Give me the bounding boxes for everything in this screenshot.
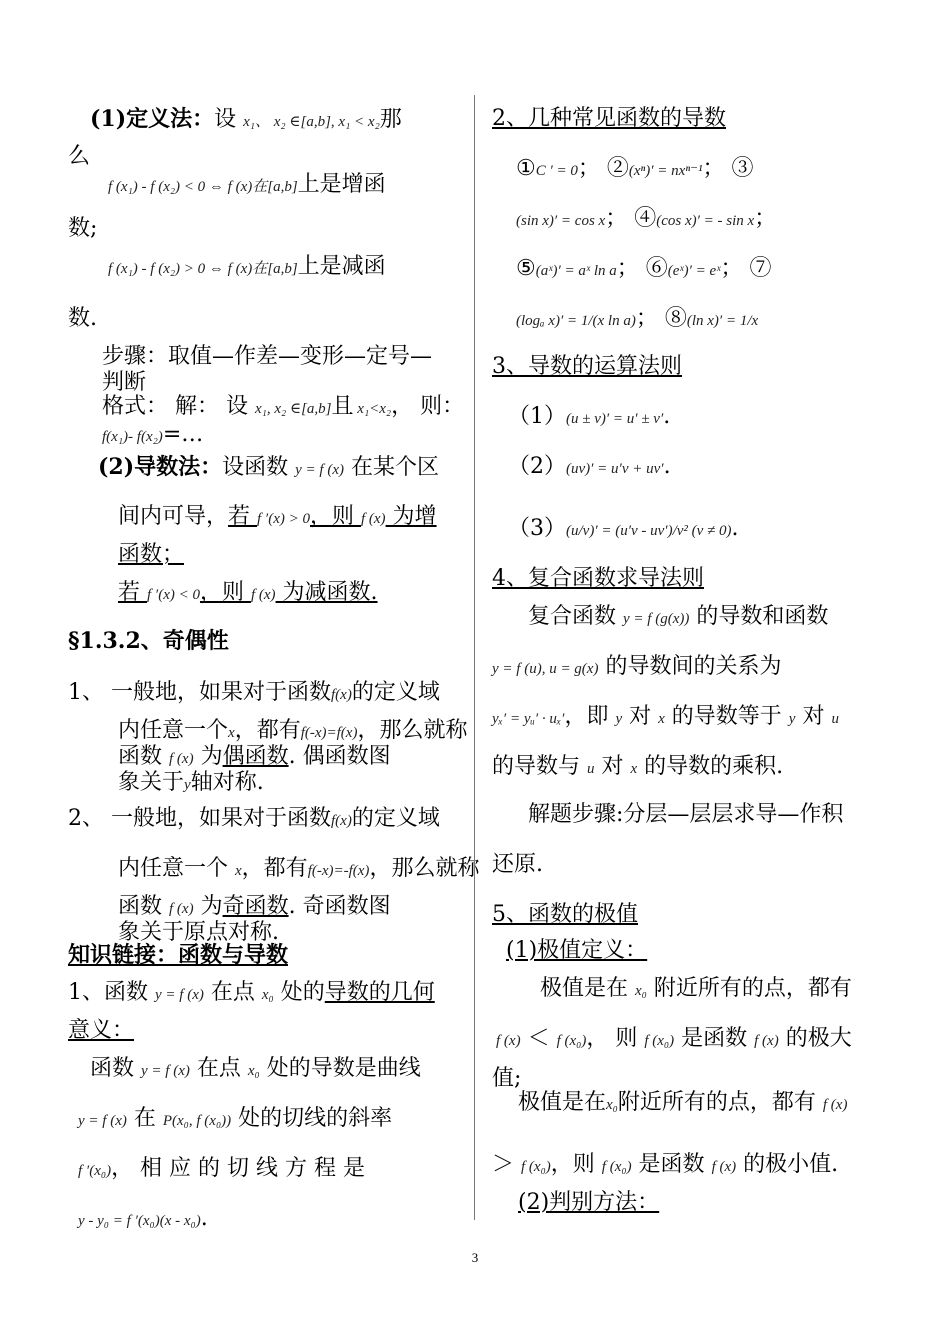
right-text-line xyxy=(506,937,647,966)
text-run: ，则 xyxy=(309,504,361,529)
text-run: 的极大 xyxy=(778,1026,852,1051)
text-run: 为增 xyxy=(385,504,437,529)
left-text-line xyxy=(102,393,464,422)
right-text-line xyxy=(516,255,771,284)
text-run: 知识链接：函数与导数 xyxy=(68,942,289,968)
right-text-line xyxy=(492,851,543,880)
left-text-line xyxy=(118,541,184,570)
math-expression: f (x) xyxy=(754,1033,779,1049)
left-text-line xyxy=(118,503,437,532)
text-run: ； ② xyxy=(577,156,629,181)
text-run: 的导数与 xyxy=(492,754,587,779)
math-expression: y = f (u), u = g(x) xyxy=(492,661,599,677)
text-run: 是函数 xyxy=(674,1026,755,1051)
text-run: §1.3.2、奇偶性 xyxy=(68,628,229,654)
math-expression: yₓ′ = yᵤ′ · uₓ′ xyxy=(492,711,565,727)
right-text-line xyxy=(508,453,671,482)
right-text-line xyxy=(492,565,704,594)
text-run: 意义： xyxy=(68,1018,135,1043)
text-run: 且 xyxy=(331,394,354,419)
right-text-line xyxy=(518,1089,847,1118)
math-expression: f (x) xyxy=(360,511,386,527)
math-expression: y = f (x) xyxy=(78,1113,127,1129)
text-run: =… xyxy=(162,422,204,447)
text-run: 导数的几何 xyxy=(324,980,435,1005)
text-run: ； ③ xyxy=(702,156,754,181)
math-expression: y xyxy=(615,711,623,727)
left-text-line xyxy=(68,805,440,834)
text-run: 函数； xyxy=(118,542,185,567)
math-expression: f (x) xyxy=(169,751,194,767)
text-run: 奇函数 xyxy=(222,894,289,919)
text-run: ，那么就称 xyxy=(357,718,468,743)
text-run: 为 xyxy=(193,744,223,769)
left-text-line xyxy=(78,1205,208,1234)
left-text-line xyxy=(68,1017,134,1046)
left-text-line xyxy=(68,215,97,244)
left-text-line xyxy=(78,1155,365,1184)
math-expression: u xyxy=(587,761,595,777)
text-run: 若 xyxy=(118,580,147,605)
math-expression: f (x) xyxy=(822,1097,848,1113)
math-expression: P(x₀, f (x₀)) xyxy=(162,1113,232,1129)
math-expression: x xyxy=(658,711,665,727)
left-text-line xyxy=(118,717,467,746)
text-run: ，则 xyxy=(550,1152,602,1177)
math-expression: y = f (x) xyxy=(141,1063,190,1079)
right-text-line xyxy=(492,353,682,382)
right-text-line xyxy=(508,515,739,544)
text-run: ① xyxy=(516,156,536,181)
math-expression: f (x₀) xyxy=(556,1033,587,1049)
text-run: (2)导数法： xyxy=(98,454,223,480)
text-run: 还原. xyxy=(492,852,543,877)
math-expression: (uv)′ = u′v + uv′ xyxy=(566,461,664,477)
math-expression: f (x₀) xyxy=(521,1159,551,1175)
left-text-line xyxy=(118,893,391,922)
math-expression: f(x) xyxy=(331,687,352,703)
text-run: 是函数 xyxy=(631,1152,712,1177)
text-run: 2、 一般地，如果对于函数 xyxy=(68,806,331,831)
text-run: ； ④ xyxy=(605,206,657,231)
right-text-line xyxy=(528,801,843,830)
text-run: 么 xyxy=(68,144,91,169)
left-text-line xyxy=(90,105,402,135)
text-run: 复合函数 xyxy=(528,604,623,629)
right-text-line xyxy=(528,603,828,632)
right-text-line xyxy=(492,901,638,930)
math-expression: f(-x)=f(x) xyxy=(300,725,358,741)
text-run: ， 则 xyxy=(586,1026,645,1051)
text-run: 间内可导， xyxy=(118,504,229,529)
math-expression: (logₐ x)′ = 1/(x ln a) xyxy=(516,313,636,329)
math-expression: f (x) xyxy=(250,587,276,603)
math-expression: f (x₀) xyxy=(644,1033,675,1049)
math-expression: x₀ xyxy=(635,983,647,999)
math-expression: y - y₀ = f ′(x₀)(x - x₀) xyxy=(78,1213,201,1229)
math-expression: x xyxy=(630,761,638,777)
math-expression: x₁、 x₂ ∈[a,b], x₁ < x₂ xyxy=(243,114,380,130)
text-run: ； ⑥ xyxy=(616,256,668,281)
left-text-line xyxy=(98,453,439,483)
text-run: . xyxy=(731,516,739,541)
text-run: 的定义域 xyxy=(351,680,440,705)
left-text-line xyxy=(68,305,97,334)
text-run: 函数 xyxy=(118,894,169,919)
text-run: . xyxy=(663,454,671,479)
right-text-line xyxy=(516,155,753,184)
text-run: ； ⑦ xyxy=(720,256,772,281)
math-expression: f (x) xyxy=(169,901,194,917)
left-text-line xyxy=(68,143,90,172)
right-text-line xyxy=(518,1189,659,1218)
text-run: ， 则： xyxy=(391,394,465,419)
text-run: ，都有 xyxy=(234,718,301,743)
math-expression: (u/v)′ = (u′v - uv′)/v² (v ≠ 0) xyxy=(566,523,732,539)
right-text-line xyxy=(492,653,781,682)
text-run: 处的切线的斜率 xyxy=(231,1106,393,1131)
right-text-line xyxy=(492,1065,521,1094)
text-run: （1） xyxy=(508,404,566,429)
left-text-line xyxy=(78,1105,392,1134)
math-expression: x₁, x₂ ∈[a,b] xyxy=(254,401,332,417)
left-text-line xyxy=(118,769,264,798)
text-run: 在某个区 xyxy=(344,455,439,480)
text-run: ； ⑧ xyxy=(635,306,687,331)
right-text-line xyxy=(492,105,726,134)
text-run: 的定义域 xyxy=(351,806,440,831)
text-run: 步骤：取值—作差—变形—定号— xyxy=(102,344,433,369)
left-text-line xyxy=(108,171,386,200)
text-run: 上是增函 xyxy=(297,172,386,197)
text-run: 对 xyxy=(795,704,832,729)
text-run: 偶函数 xyxy=(222,744,289,769)
left-text-line xyxy=(68,679,440,708)
math-expression: f (x₀) xyxy=(601,1159,632,1175)
text-run: 内任意一个 xyxy=(118,856,235,881)
text-run: 附近所有的点，都有 xyxy=(617,1090,823,1115)
text-run: 设函数 xyxy=(222,455,296,480)
left-text-line xyxy=(68,627,229,657)
text-run: 为减函数. xyxy=(275,580,378,605)
text-run: ＜ xyxy=(520,1026,557,1051)
math-expression: (u ± v)′ = u′ ± v′ xyxy=(566,411,664,427)
math-expression: x₁<x₂ xyxy=(353,401,392,417)
text-run: 的导数等于 xyxy=(664,704,789,729)
text-run: 对 xyxy=(594,754,631,779)
text-run: 在点 xyxy=(189,1056,248,1081)
text-run: 数; xyxy=(68,216,98,241)
math-expression: y xyxy=(184,777,191,793)
math-expression: f ′(x) < 0 xyxy=(147,587,200,603)
text-run: 对 xyxy=(622,704,659,729)
text-run: ，那么就称 xyxy=(369,856,480,881)
text-run: ，都有 xyxy=(241,856,308,881)
math-expression: u xyxy=(831,711,839,727)
text-run: . xyxy=(663,404,671,429)
text-run: 象关于原点对称. xyxy=(118,920,279,945)
text-run: 的导数的乘积. xyxy=(637,754,784,779)
math-expression: f(x₁)- f(x₂) xyxy=(102,429,163,445)
math-expression: f (x₁) - f (x₂) > 0 ⇔ f (x)在[a,b] xyxy=(108,261,298,277)
text-run: ，即 xyxy=(564,704,616,729)
text-run: （3） xyxy=(508,516,566,541)
text-run: (1)定义法： xyxy=(90,106,215,132)
text-run: 的导数和函数 xyxy=(689,604,829,629)
math-expression: y = f (g(x)) xyxy=(623,611,690,627)
text-run: 在 xyxy=(126,1106,163,1131)
right-text-line xyxy=(492,703,839,732)
text-run: 为 xyxy=(193,894,223,919)
text-run: 内任意一个 xyxy=(118,718,229,743)
math-expression: (aˣ)′ = aˣ ln a xyxy=(535,263,617,279)
text-run: 3、导数的运算法则 xyxy=(492,354,682,379)
text-run: 附近所有的点，都有 xyxy=(646,976,852,1001)
left-text-line xyxy=(118,855,479,884)
left-text-line xyxy=(108,253,386,282)
text-run: 象关于 xyxy=(118,770,185,795)
math-expression: x xyxy=(235,863,242,879)
math-expression: x₀ xyxy=(247,1063,260,1079)
left-text-line xyxy=(90,1055,421,1084)
text-run: 判断 xyxy=(102,370,147,395)
text-run: . xyxy=(200,1206,208,1231)
text-run: . 奇函数图 xyxy=(288,894,391,919)
text-run: 在点 xyxy=(203,980,262,1005)
math-expression: y xyxy=(788,711,796,727)
math-expression: x₀ xyxy=(261,987,274,1003)
math-expression: C ′ = 0 xyxy=(535,163,578,179)
right-text-line xyxy=(516,305,758,334)
left-text-line xyxy=(118,743,391,772)
math-expression: f (x) xyxy=(496,1033,521,1049)
math-expression: f(x) xyxy=(331,813,352,829)
text-run: 函数 xyxy=(90,1056,141,1081)
math-expression: y = f (x) xyxy=(155,987,204,1003)
text-run: 值; xyxy=(492,1066,522,1091)
text-run: 1、函数 xyxy=(68,980,155,1005)
text-run: 那 xyxy=(379,107,402,132)
text-run: 函数 xyxy=(118,744,169,769)
text-run: ＞ xyxy=(492,1152,521,1177)
text-run: 上是减函 xyxy=(297,254,386,279)
math-expression: (xⁿ)′ = nxⁿ⁻¹ xyxy=(628,163,703,179)
text-run: 解题步骤:分层—层层求导—作积 xyxy=(528,802,844,827)
text-run: （2） xyxy=(508,454,566,479)
text-run: 极值是在 xyxy=(518,1090,607,1115)
math-expression: (cos x)′ = - sin x xyxy=(656,213,755,229)
text-run: 的极小值. xyxy=(736,1152,839,1177)
math-expression: x₀ xyxy=(606,1097,618,1113)
text-run: 格式： 解： 设 xyxy=(102,394,255,419)
text-run: 处的导数是曲线 xyxy=(259,1056,421,1081)
text-run: 设 xyxy=(214,107,244,132)
math-expression: f (x) xyxy=(711,1159,737,1175)
left-text-line xyxy=(102,421,203,450)
text-run: ，则 xyxy=(199,580,251,605)
left-text-line xyxy=(118,579,378,608)
math-expression: (ln x)′ = 1/x xyxy=(686,313,759,329)
math-expression: f (x₁) - f (x₂) < 0 ⇔ f (x)在[a,b] xyxy=(108,179,298,195)
text-run: ； xyxy=(754,206,777,231)
right-text-line xyxy=(492,1151,838,1180)
text-run: 的导数间的关系为 xyxy=(598,654,782,679)
text-run: 轴对称. xyxy=(190,770,264,795)
math-expression: f ′(x₀) xyxy=(78,1163,112,1179)
text-run: 极值是在 xyxy=(540,976,635,1001)
text-run: 若 xyxy=(228,504,258,529)
math-expression: (eˣ)′ = eˣ xyxy=(667,263,721,279)
left-text-line xyxy=(68,941,288,971)
math-expression: f ′(x) > 0 xyxy=(257,511,310,527)
text-run: ⑤ xyxy=(516,256,536,281)
left-text-line xyxy=(102,343,432,372)
math-expression: y = f (x) xyxy=(295,462,344,478)
text-run: (1)极值定义： xyxy=(506,938,648,963)
right-text-line xyxy=(540,975,852,1004)
math-expression: f(-x)=-f(x) xyxy=(307,863,370,879)
text-run: 数. xyxy=(68,306,97,331)
column-divider xyxy=(474,95,475,1220)
right-text-line xyxy=(496,1025,852,1054)
math-expression: x xyxy=(228,725,235,741)
text-run: ， 相 应 的 切 线 方 程 是 xyxy=(111,1156,366,1181)
text-run: 2、几种常见函数的导数 xyxy=(492,106,726,131)
text-run: 处的 xyxy=(273,980,325,1005)
text-run: . 偶函数图 xyxy=(288,744,391,769)
page-number: 3 xyxy=(471,1250,479,1265)
math-expression: (sin x)′ = cos x xyxy=(516,213,606,229)
text-run: 4、复合函数求导法则 xyxy=(492,566,704,591)
left-text-line xyxy=(68,979,435,1008)
text-run: 5、函数的极值 xyxy=(492,902,638,927)
text-run: 1、 一般地，如果对于函数 xyxy=(68,680,331,705)
right-text-line xyxy=(492,753,783,782)
right-text-line xyxy=(508,403,670,432)
right-text-line xyxy=(516,205,776,234)
text-run: (2)判别方法： xyxy=(518,1190,660,1215)
